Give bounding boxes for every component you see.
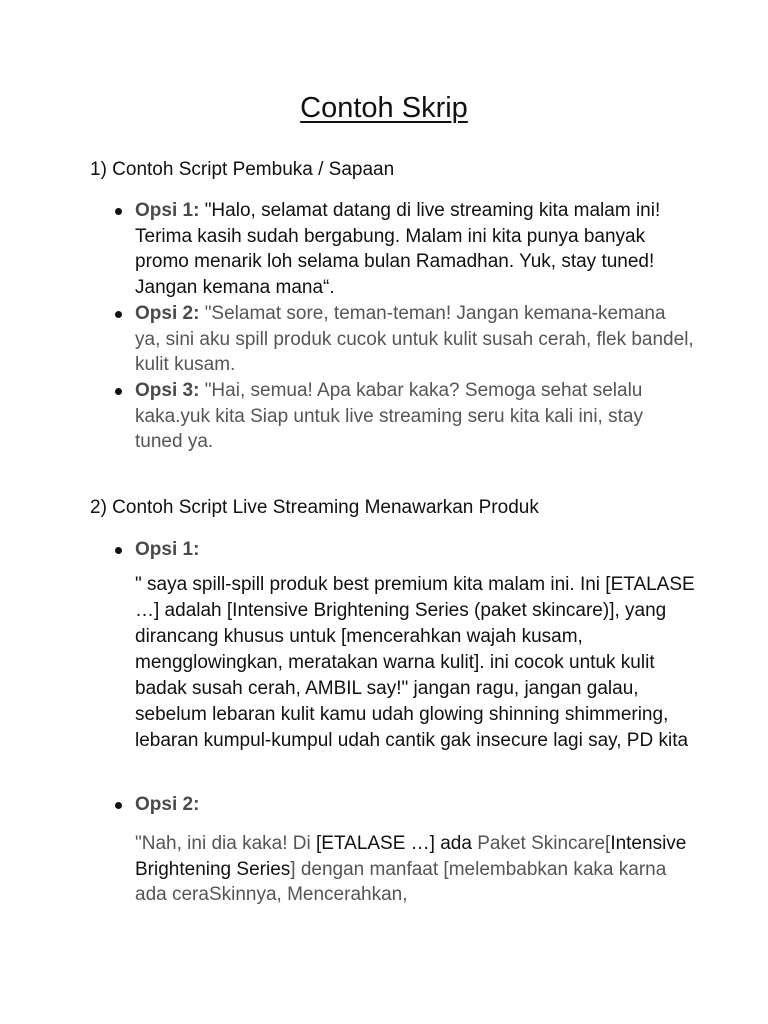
option-paragraph: " saya spill-spill produk best premium kita malam ini. Ini [ETALASE …] adalah [Intensive Brightening Series (paket skincare)], yang dirancang khusus untuk [mencerahkan wajah kusam, mengglowingkan, meratakan warna kulit]. ini cocok untuk kulit badak susah cerah, AMBIL say!" jangan ragu, jangan galau, sebelum lebaran kulit kamu udah glowing shinning shimmering, lebaran kumpul-kumpul udah cantik gak insecure lagi say, PD kita: [135, 574, 695, 751]
page-title: Contoh Skrip: [300, 92, 468, 124]
section-heading-offer: 2) Contoh Script Live Streaming Menawarkan Produk: [90, 497, 539, 518]
bullet-item: [115, 378, 695, 455]
option-label: Opsi 1:: [135, 539, 200, 560]
option-item: [115, 378, 695, 456]
paragraph-fragment: Intensive Brightening Series: [135, 833, 687, 880]
option-item: [115, 301, 695, 379]
option-text: "Selamat sore, teman-teman! Jangan kemana-kemana ya, sini aku spill produk cucok untuk kulit susah cerah, flek bandel, kulit kusam.: [135, 303, 694, 375]
option-item: [115, 198, 695, 301]
option-label: Opsi 2:: [135, 794, 200, 815]
section-heading-greeting: 1) Contoh Script Pembuka / Sapaan: [90, 159, 395, 180]
paragraph-fragment: [ETALASE …] ada: [316, 833, 478, 854]
option-text: "Hai, semua! Apa kabar kaka? Semoga sehat selalu kaka.yuk kita Siap untuk live streaming seru kita kali ini, stay tuned ya.: [135, 380, 643, 452]
option-text: "Halo, selamat datang di live streaming kita malam ini! Terima kasih sudah bergabung. Malam ini kita punya banyak promo menarik loh selama bulan Ramadhan. Yuk, stay tuned! Jangan kemana mana“.: [135, 200, 661, 298]
option-label: Opsi 1:: [135, 200, 200, 221]
bullet-item: [115, 792, 695, 818]
bullet-item: [115, 198, 695, 300]
option-item: [115, 792, 695, 819]
paragraph-fragment: ] dengan manfaat [melembabkan kaka karna ada ceraSkinnya, Mencerahkan,: [135, 858, 667, 905]
bullet-item: [115, 537, 695, 563]
option-item: [115, 537, 695, 564]
option-label: Opsi 3:: [135, 380, 200, 401]
paragraph-fragment: Paket Skincare[: [477, 833, 611, 854]
paragraph-fragment: "Nah, ini dia kaka! Di: [135, 833, 316, 854]
option-label: Opsi 2:: [135, 303, 200, 324]
option-paragraph: [135, 831, 695, 908]
bullet-item: [115, 301, 695, 378]
